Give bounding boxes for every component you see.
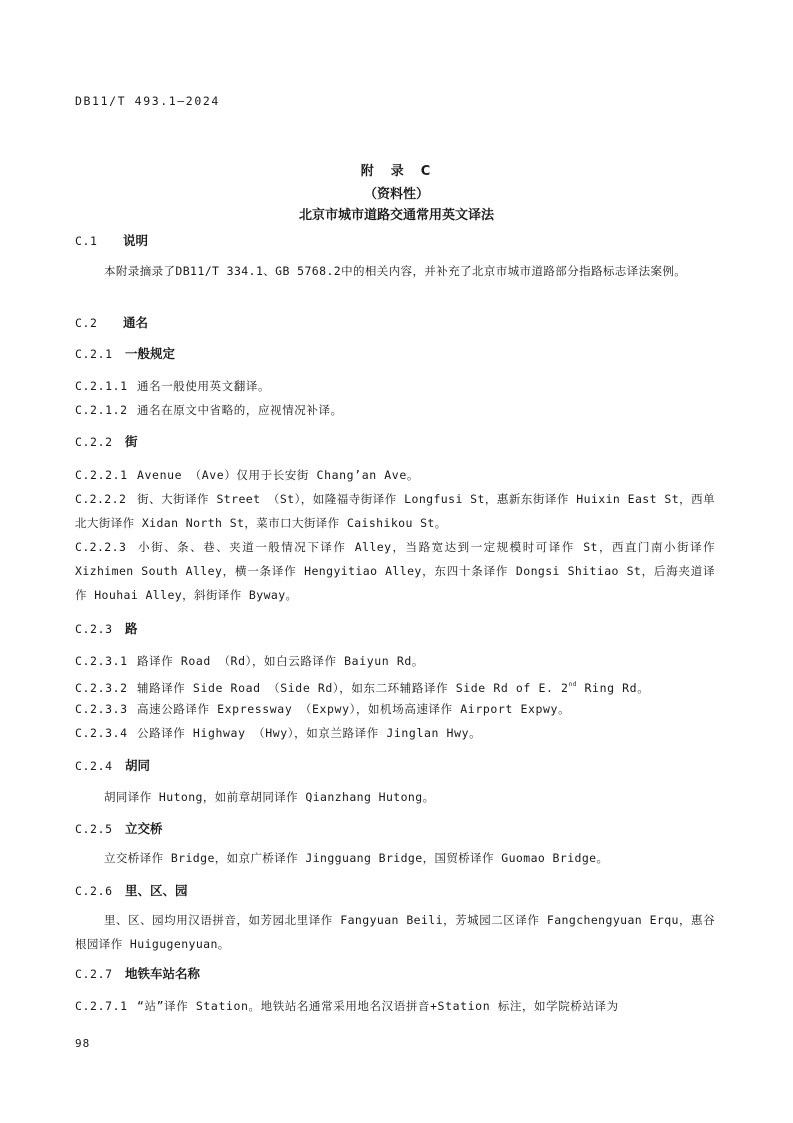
document-number: DB11/T 493.1—2024 — [75, 94, 220, 108]
section-heading-c2-4 — [75, 758, 150, 774]
section-heading-c2-6 — [75, 883, 188, 899]
section-title: 路 — [125, 621, 138, 636]
section-title: 通名 — [123, 315, 149, 330]
section-c1-paragraph: 本附录摘录了DB11/T 334.1、GB 5768.2中的相关内容，并补充了北京市城市道路部分指路标志译法案例。 — [104, 264, 687, 278]
section-number: C.2.3 — [75, 622, 113, 636]
section-heading-c2 — [75, 315, 148, 331]
clause-number: C.2.3.1 — [75, 654, 128, 668]
clause-text: 辅路译作 Side Road （Side Rd），如东二环辅路译作 Side Rd of E. 2 — [137, 681, 569, 695]
clause-number: C.2.2.1 — [75, 468, 128, 482]
section-title: 立交桥 — [125, 821, 163, 836]
section-c2-4-paragraph: 胡同译作 Hutong，如前章胡同译作 Qianzhang Hutong。 — [104, 790, 435, 804]
section-number: C.2.6 — [75, 884, 113, 898]
clause-c2-2-1 — [75, 467, 419, 483]
section-title: 里、区、园 — [125, 883, 188, 898]
section-heading-c2-2 — [75, 434, 138, 450]
section-c2-5-paragraph: 立交桥译作 Bridge，如京广桥译作 Jingguang Bridge，国贸桥译作 Guomao Bridge。 — [104, 851, 609, 865]
clause-text: 小街、条、巷、夹道一般情况下译作 Alley，当路宽达到一定规模时可译作 St，西直门南小街译作 Xizhimen South Alley，横一条译作 Hengyitiao Alley，东四十条译作 Dongsi Shitiao St，后海夹道译作 Houhai Alley，斜街译作 Byway。 — [75, 540, 715, 602]
section-heading-c2-5 — [75, 821, 163, 837]
section-title: 街 — [125, 434, 138, 449]
clause-c2-3-1 — [75, 653, 424, 669]
clause-c2-1-2 — [75, 402, 343, 418]
section-number: C.2.7 — [75, 967, 113, 981]
clause-c2-2-2 — [75, 487, 715, 535]
section-title: 一般规定 — [125, 346, 176, 361]
clause-c2-3-4 — [75, 725, 481, 741]
section-number: C.1 — [75, 234, 98, 248]
clause-text: 街、大街译作 Street （St），如隆福寺街译作 Longfusi St，惠新东街译作 Huixin East St，西单北大街译作 Xidan North St，菜市口大街译作 Caishikou St。 — [75, 492, 715, 530]
section-heading-c2-3 — [75, 621, 138, 637]
clause-number: C.2.3.2 — [75, 681, 128, 695]
section-heading-c2-1 — [75, 346, 175, 362]
clause-c2-7-1 — [75, 998, 619, 1014]
clause-text: 路译作 Road （Rd），如白云路译作 Baiyun Rd。 — [137, 654, 424, 668]
section-number: C.2.1 — [75, 347, 113, 361]
clause-number: C.2.2.2 — [75, 492, 127, 506]
appendix-label: 附 录 C — [360, 164, 433, 179]
section-heading-c1 — [75, 233, 148, 249]
ordinal-suffix: nd — [568, 681, 577, 688]
clause-c2-1-1 — [75, 378, 270, 394]
appendix-title: 北京市城市道路交通常用英文译法 — [298, 208, 494, 223]
clause-c2-3-2 — [75, 677, 649, 696]
section-number: C.2.4 — [75, 759, 113, 773]
clause-number: C.2.3.3 — [75, 702, 128, 716]
clause-text-end: Ring Rd。 — [577, 681, 650, 695]
section-title: 地铁车站名称 — [125, 966, 201, 981]
clause-text: 公路译作 Highway （Hwy），如京兰路译作 Jinglan Hwy。 — [137, 726, 482, 740]
section-heading-c2-7 — [75, 966, 200, 982]
clause-text: 通名在原文中省略的，应视情况补译。 — [137, 403, 343, 417]
clause-number: C.2.2.3 — [75, 540, 127, 554]
clause-number: C.2.1.2 — [75, 403, 128, 417]
section-number: C.2.5 — [75, 822, 113, 836]
appendix-nature: （资料性） — [363, 187, 429, 202]
clause-c2-2-3 — [75, 535, 715, 607]
section-c2-6-paragraph: 里、区、园均用汉语拼音，如芳园北里译作 Fangyuan Beili，芳城园二区译作 Fangchengyuan Erqu，惠谷根园译作 Huigugenyuan。 — [75, 913, 715, 951]
section-title: 胡同 — [125, 758, 151, 773]
clause-number: C.2.7.1 — [75, 999, 128, 1013]
clause-text: Avenue （Ave）仅用于长安街 Chang’an Ave。 — [137, 468, 419, 482]
clause-text: 高速公路译作 Expressway （Expwy），如机场高速译作 Airport Expwy。 — [137, 702, 571, 716]
clause-number: C.2.1.1 — [75, 379, 128, 393]
page-number: 98 — [75, 1037, 91, 1050]
section-title: 说明 — [123, 233, 149, 248]
section-number: C.2.2 — [75, 435, 113, 449]
clause-text: 通名一般使用英文翻译。 — [137, 379, 271, 393]
section-number: C.2 — [75, 316, 98, 330]
clause-text: “站”译作 Station。地铁站名通常采用地名汉语拼音+Station 标注，如学院桥站译为 — [137, 999, 619, 1013]
clause-number: C.2.3.4 — [75, 726, 128, 740]
clause-c2-3-3 — [75, 701, 570, 717]
